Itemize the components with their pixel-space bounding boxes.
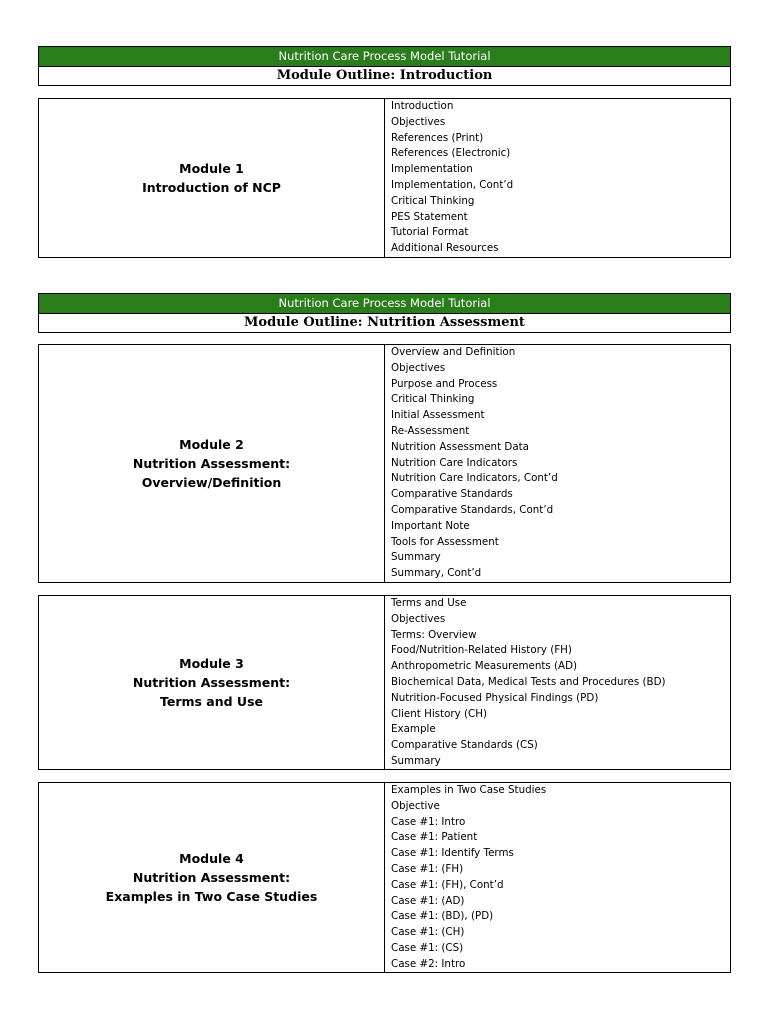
module-2-table [38, 344, 731, 583]
list-item: Summary [391, 551, 441, 564]
list-item: Critical Thinking [391, 194, 475, 207]
module-3-subtitle: Terms and Use [159, 694, 263, 709]
list-item: Case #1: Patient [391, 831, 478, 844]
list-item: Nutrition Assessment Data [391, 440, 529, 453]
list-item: Nutrition Care Indicators [391, 456, 518, 469]
module-4-topic-list [385, 783, 730, 972]
list-item: References (Electronic) [391, 147, 511, 160]
list-item: Case #2: Intro [391, 957, 466, 970]
list-item: Case #1: (FH), Cont’d [391, 878, 504, 891]
list-item: Biochemical Data, Medical Tests and Procedures (BD) [391, 675, 666, 688]
module-outline-title: Module Outline: Nutrition Assessment [39, 314, 730, 332]
tutorial-title-banner: Nutrition Care Process Model Tutorial [39, 294, 730, 314]
list-item: Overview and Definition [391, 346, 516, 358]
module-2-subtitle: Overview/Definition [141, 475, 282, 490]
list-item: Tools for Assessment [391, 535, 499, 548]
list-item: Nutrition Care Indicators, Cont’d [391, 472, 558, 485]
list-item: Implementation, Cont’d [391, 178, 514, 191]
module-1-name: Introduction of NCP [142, 180, 281, 195]
module-4-table [38, 782, 731, 973]
module-1-number: Module 1 [179, 161, 244, 176]
list-item: Example [391, 723, 436, 736]
list-item: Additional Resources [391, 242, 499, 255]
list-item: Objectives [391, 361, 446, 374]
list-item: Comparative Standards (CS) [391, 739, 538, 752]
list-item: Objective [391, 799, 440, 812]
section-2-header [38, 293, 731, 333]
list-item: Examples in Two Case Studies [391, 784, 547, 796]
module-outline-title: Module Outline: Introduction [39, 67, 730, 85]
module-4-name: Nutrition Assessment: [132, 870, 291, 885]
list-item: Case #1: (BD), (PD) [391, 910, 494, 923]
list-item: Case #1: (CS) [391, 941, 464, 954]
list-item: Summary, Cont’d [391, 567, 482, 580]
list-item: Re-Assessment [391, 424, 470, 437]
list-item: Comparative Standards [391, 488, 513, 501]
list-item: Initial Assessment [391, 409, 485, 422]
list-item: References (Print) [391, 131, 484, 144]
list-item: Nutrition-Focused Physical Findings (PD) [391, 691, 599, 704]
section-1-header [38, 46, 731, 86]
list-item: Case #1: (FH) [391, 862, 464, 875]
list-item: PES Statement [391, 210, 468, 223]
list-item: Anthropometric Measurements (AD) [391, 660, 578, 673]
list-item: Case #1: (CH) [391, 926, 465, 939]
list-item: Case #1: (AD) [391, 894, 465, 907]
module-4-title [39, 783, 385, 972]
module-3-title [39, 596, 385, 769]
module-1-title [39, 99, 385, 257]
tutorial-title-banner: Nutrition Care Process Model Tutorial [39, 47, 730, 67]
list-item: Tutorial Format [391, 226, 469, 239]
list-item: Critical Thinking [391, 393, 475, 406]
module-1-topic-list [385, 99, 730, 257]
module-3-table [38, 595, 731, 770]
list-item: Case #1: Intro [391, 815, 466, 828]
list-item: Terms and Use [391, 597, 467, 609]
module-4-subtitle: Examples in Two Case Studies [105, 889, 318, 904]
module-3-number: Module 3 [179, 656, 244, 671]
list-item: Objectives [391, 612, 446, 625]
list-item: Introduction [391, 100, 454, 112]
module-2-title [39, 345, 385, 582]
list-item: Terms: Overview [391, 628, 477, 641]
list-item: Important Note [391, 519, 470, 532]
module-3-name: Nutrition Assessment: [132, 675, 291, 690]
module-1-table [38, 98, 731, 258]
module-2-topic-list [385, 345, 730, 582]
list-item: Objectives [391, 115, 446, 128]
list-item: Comparative Standards, Cont’d [391, 503, 554, 516]
list-item: Purpose and Process [391, 377, 498, 390]
module-2-name: Nutrition Assessment: [132, 456, 291, 471]
module-4-number: Module 4 [179, 851, 244, 866]
list-item: Implementation [391, 163, 473, 176]
list-item: Client History (CH) [391, 707, 487, 720]
module-3-topic-list [385, 596, 730, 769]
list-item: Food/Nutrition-Related History (FH) [391, 644, 572, 657]
module-2-number: Module 2 [179, 437, 244, 452]
list-item: Summary [391, 754, 441, 767]
list-item: Case #1: Identify Terms [391, 847, 514, 860]
